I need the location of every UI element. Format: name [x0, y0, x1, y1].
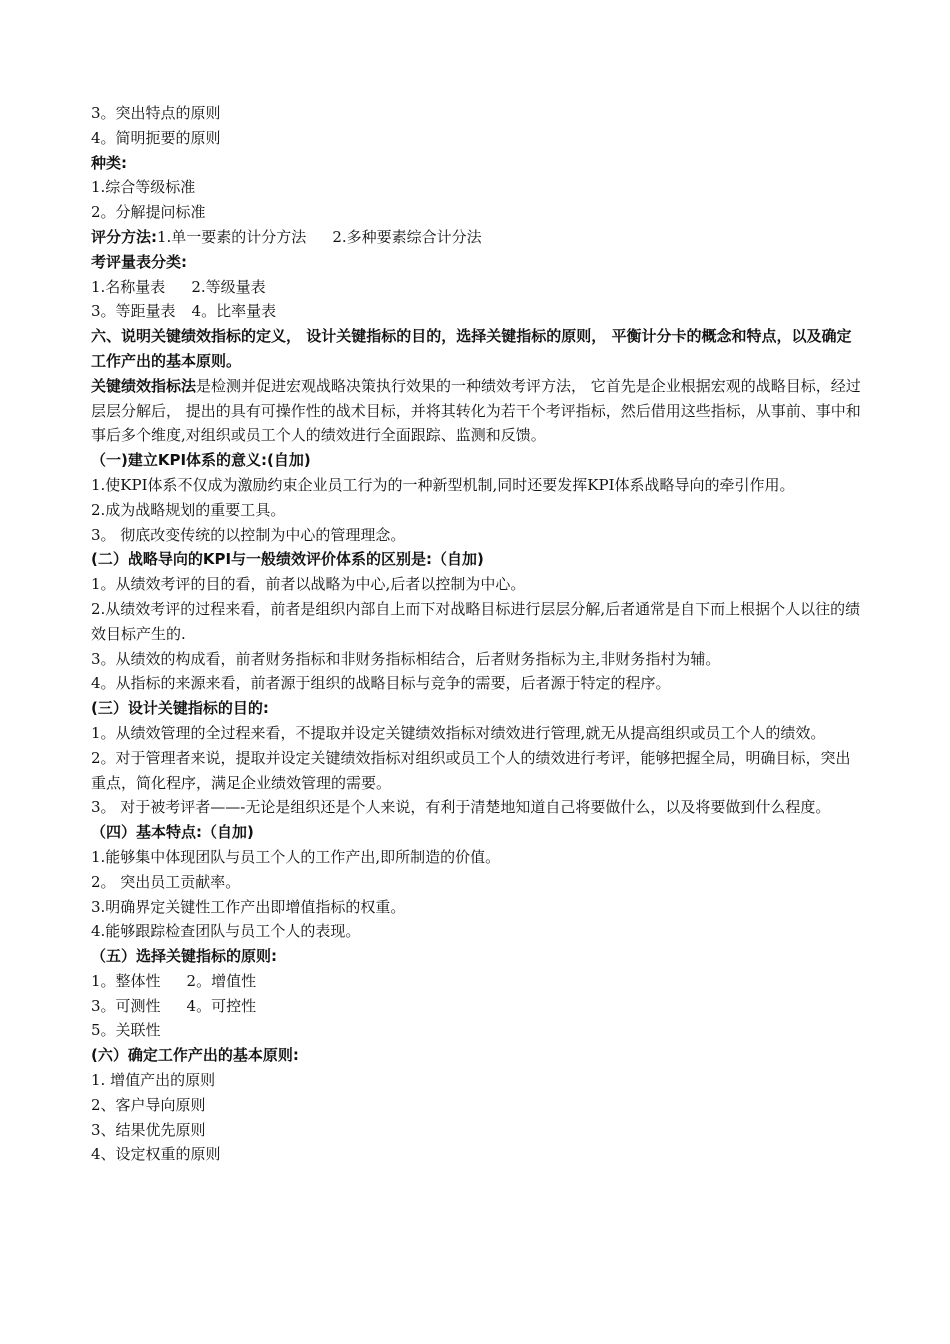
- text-span: 2.多种要素综合计分法: [332, 227, 482, 246]
- section-heading: （五）选择关键指标的原则:: [91, 947, 277, 966]
- text-span: 是检测并促进宏观战略决策执行效果的一种绩效考评方法， 它首先是企业根据宏观的战略目标，经过层层分解后， 提出的具有可操作性的战术目标，并将其转化为若干个考评指标，然后借用这些指标，从事前、事中和事后多个维度,对组织或员工个人的绩效进行全面跟踪、监测和反馈。: [91, 376, 861, 445]
- text-line: 3、结果优先原则: [91, 1120, 206, 1139]
- text-line: 2.从绩效考评的过程来看，前者是组织内部自上而下对战略目标进行层层分解,后者通常是自下而上根据个人以往的绩效目标产生的.: [91, 599, 861, 643]
- scale-line: [91, 275, 862, 300]
- text-line: 2。 突出员工贡献率。: [91, 872, 241, 891]
- text-line: 1。从绩效管理的全过程来看，不提取并设定关键绩效指标对绩效进行管理,就无从提高组织或员工个人的绩效。: [91, 723, 826, 742]
- kpi-definition: [91, 374, 862, 448]
- text-line: 1。从绩效考评的目的看，前者以战略为中心,后者以控制为中心。: [91, 575, 526, 594]
- text-line: 4.能够跟踪检查团队与员工个人的表现。: [91, 922, 361, 941]
- text-span: 2.等级量表: [191, 277, 266, 296]
- text-line: 3。突出特点的原则: [91, 104, 221, 122]
- inline-heading: 关键绩效指标法: [91, 376, 197, 395]
- inline-heading: 评分方法:: [91, 227, 157, 246]
- text-span: 1。整体性: [91, 971, 161, 990]
- text-span: 4。比率量表: [191, 302, 277, 321]
- section-heading: 考评量表分类:: [91, 252, 187, 271]
- section-heading: （四）基本特点:（自加): [91, 823, 254, 842]
- text-line: 1. 增值产出的原则: [91, 1071, 216, 1090]
- section-heading: (六）确定工作产出的基本原则:: [91, 1046, 299, 1065]
- text-span: 4。可控性: [186, 996, 257, 1015]
- text-span: 3。可测性: [91, 996, 161, 1015]
- text-line: 2、客户导向原则: [91, 1095, 206, 1114]
- text-span: 3。等距量表: [91, 302, 176, 321]
- chapter-heading: 六、说明关键绩效指标的定义， 设计关键指标的目的，选择关键指标的原则， 平衡计分卡的概念和特点，以及确定工作产出的基本原则。: [91, 327, 852, 370]
- text-line: 3.明确界定关键性工作产出即增值指标的权重。: [91, 897, 406, 916]
- text-line: 3。 对于被考评者——-无论是组织还是个人来说，有利于清楚地知道自己将要做什么，以及将要做到什么程度。: [91, 798, 831, 817]
- text-span: 1.单一要素的计分方法: [157, 227, 307, 246]
- principle-line: [91, 969, 862, 994]
- scoring-method-line: [91, 225, 862, 250]
- text-line: 5。关联性: [91, 1021, 161, 1040]
- text-line: 4。简明扼要的原则: [91, 128, 221, 147]
- section-heading: (三）设计关键指标的目的:: [91, 699, 269, 718]
- text-line: 4。从指标的来源来看，前者源于组织的战略目标与竞争的需要，后者源于特定的程序。: [91, 674, 671, 693]
- text-span: 1.名称量表: [91, 277, 166, 296]
- section-heading: 种类:: [91, 153, 127, 172]
- text-line: 1.综合等级标准: [91, 178, 196, 197]
- text-line: 1.使KPI体系不仅成为激励约束企业员工行为的一种新型机制,同时还要发挥KPI体系战略导向的牵引作用。: [91, 475, 795, 494]
- section-heading: （一)建立KPI体系的意义:(自加): [91, 451, 311, 470]
- principle-line: [91, 994, 862, 1019]
- scale-line: [91, 299, 862, 324]
- text-line: 2。对于管理者来说，提取并设定关键绩效指标对组织或员工个人的绩效进行考评，能够把握全局，明确目标，突出重点，简化程序，满足企业绩效管理的需要。: [91, 748, 851, 792]
- text-line: 3。 彻底改变传统的以控制为中心的管理理念。: [91, 525, 406, 544]
- text-line: 2.成为战略规划的重要工具。: [91, 500, 286, 519]
- text-line: 2。分解提问标准: [91, 203, 206, 222]
- text-line: 4、设定权重的原则: [91, 1145, 221, 1164]
- text-line: 3。从绩效的构成看，前者财务指标和非财务指标相结合，后者财务指标为主,非财务指村为辅。: [91, 649, 721, 668]
- section-heading: (二）战略导向的KPI与一般绩效评价体系的区别是:（自加): [91, 550, 484, 569]
- text-line: 1.能够集中体现团队与员工个人的工作产出,即所制造的价值。: [91, 847, 501, 866]
- text-span: 2。增值性: [186, 971, 257, 990]
